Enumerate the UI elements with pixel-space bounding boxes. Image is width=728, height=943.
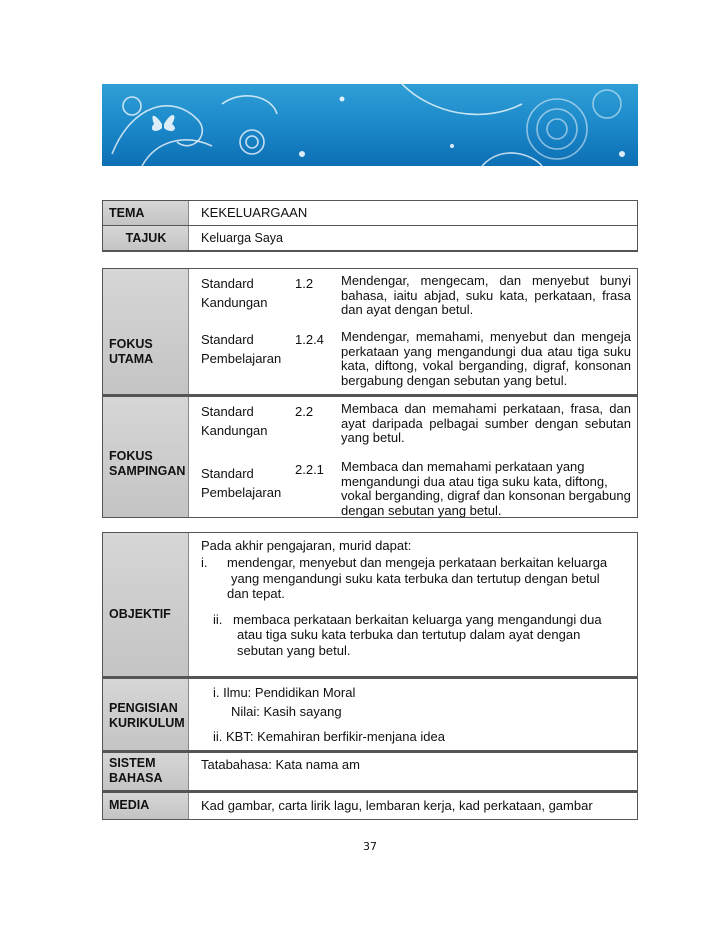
tema-row [103,201,637,226]
page-number: 37 [363,840,377,853]
tema-label: TEMA [103,201,195,225]
pengisian-row [103,679,637,753]
media-label: MEDIA [103,793,195,819]
tema-tajuk-table [102,200,638,252]
tajuk-value: Keluarga Saya [201,231,284,245]
fokus-sampingan-label: FOKUS SAMPINGAN [103,397,195,517]
sistem-bahasa-label: SISTEM BAHASA [103,753,195,790]
standard-kandungan-utama: Standard Kandungan 1.2 Mendengar, mengecam, dan menyebut bunyi bahasa, iaitu abjad, suku kata, perkataan, frasa dan ayat dengan betul. [201,273,631,317]
objektif-item: ii. membaca perkataan berkaitan keluarga yang mengandungi dua atau tiga suku kata terbuka dan tertutup dalam ayat dengan sebutan yang betul. [213,611,602,658]
pengisian-label: PENGISIAN KURIKULUM [103,679,195,750]
fokus-utama-label: FOKUS UTAMA [103,269,195,394]
tajuk-row [103,226,637,251]
objektif-row [103,533,637,679]
standard-pembelajaran-sampingan: Standard Pembelajaran 2.2.1 Membaca dan memahami perkataan yang mengandungi dua atau tiga suku kata, diftong, vokal berganding, digraf dan konsonan bergabung dengan sebutan yang betul. [201,459,631,518]
sistem-bahasa-row [103,753,637,793]
media-value: Kad gambar, carta lirik lagu, lembaran kerja, kad perkataan, gambar [201,798,593,813]
swirl-ornament-icon [102,84,638,166]
tema-value: KEKELUARGAAN [201,205,308,220]
objektif-intro: Pada akhir pengajaran, murid dapat: [201,538,412,553]
header-banner-image [102,84,638,166]
objektif-content [195,533,637,676]
standard-kandungan-sampingan: Standard Kandungan 2.2 Membaca dan memahami perkataan, frasa, dan ayat daripada pelbagai sumber dengan sebutan yang betul. [201,401,631,445]
fokus-sampingan-content [195,397,637,517]
pengisian-content: i. Ilmu: Pendidikan Moral Nilai: Kasih sayang ii. KBT: Kemahiran berfikir-menjana idea [213,685,445,744]
fokus-table [102,268,638,518]
fokus-utama-row [103,269,637,397]
media-row [103,793,637,819]
objektif-table [102,532,638,820]
fokus-sampingan-row [103,397,637,517]
objektif-item: i. mendengar, menyebut dan mengeja perkataan berkaitan keluarga yang mengandungi suku kata terbuka dan tertutup dengan betul dan tepat. [201,555,608,601]
objektif-label: OBJEKTIF [103,533,195,676]
tajuk-label: TAJUK [103,226,195,250]
sistem-bahasa-value: Tatabahasa: Kata nama am [201,757,360,772]
standard-pembelajaran-utama: Standard Pembelajaran 1.2.4 Mendengar, memahami, menyebut dan mengeja perkataan yang mengandungi dua atau tiga suku kata, diftong, vokal berganding, digraf, konsonan bergabung dengan sebutan yang betul. [201,329,631,388]
fokus-utama-content [195,269,637,394]
